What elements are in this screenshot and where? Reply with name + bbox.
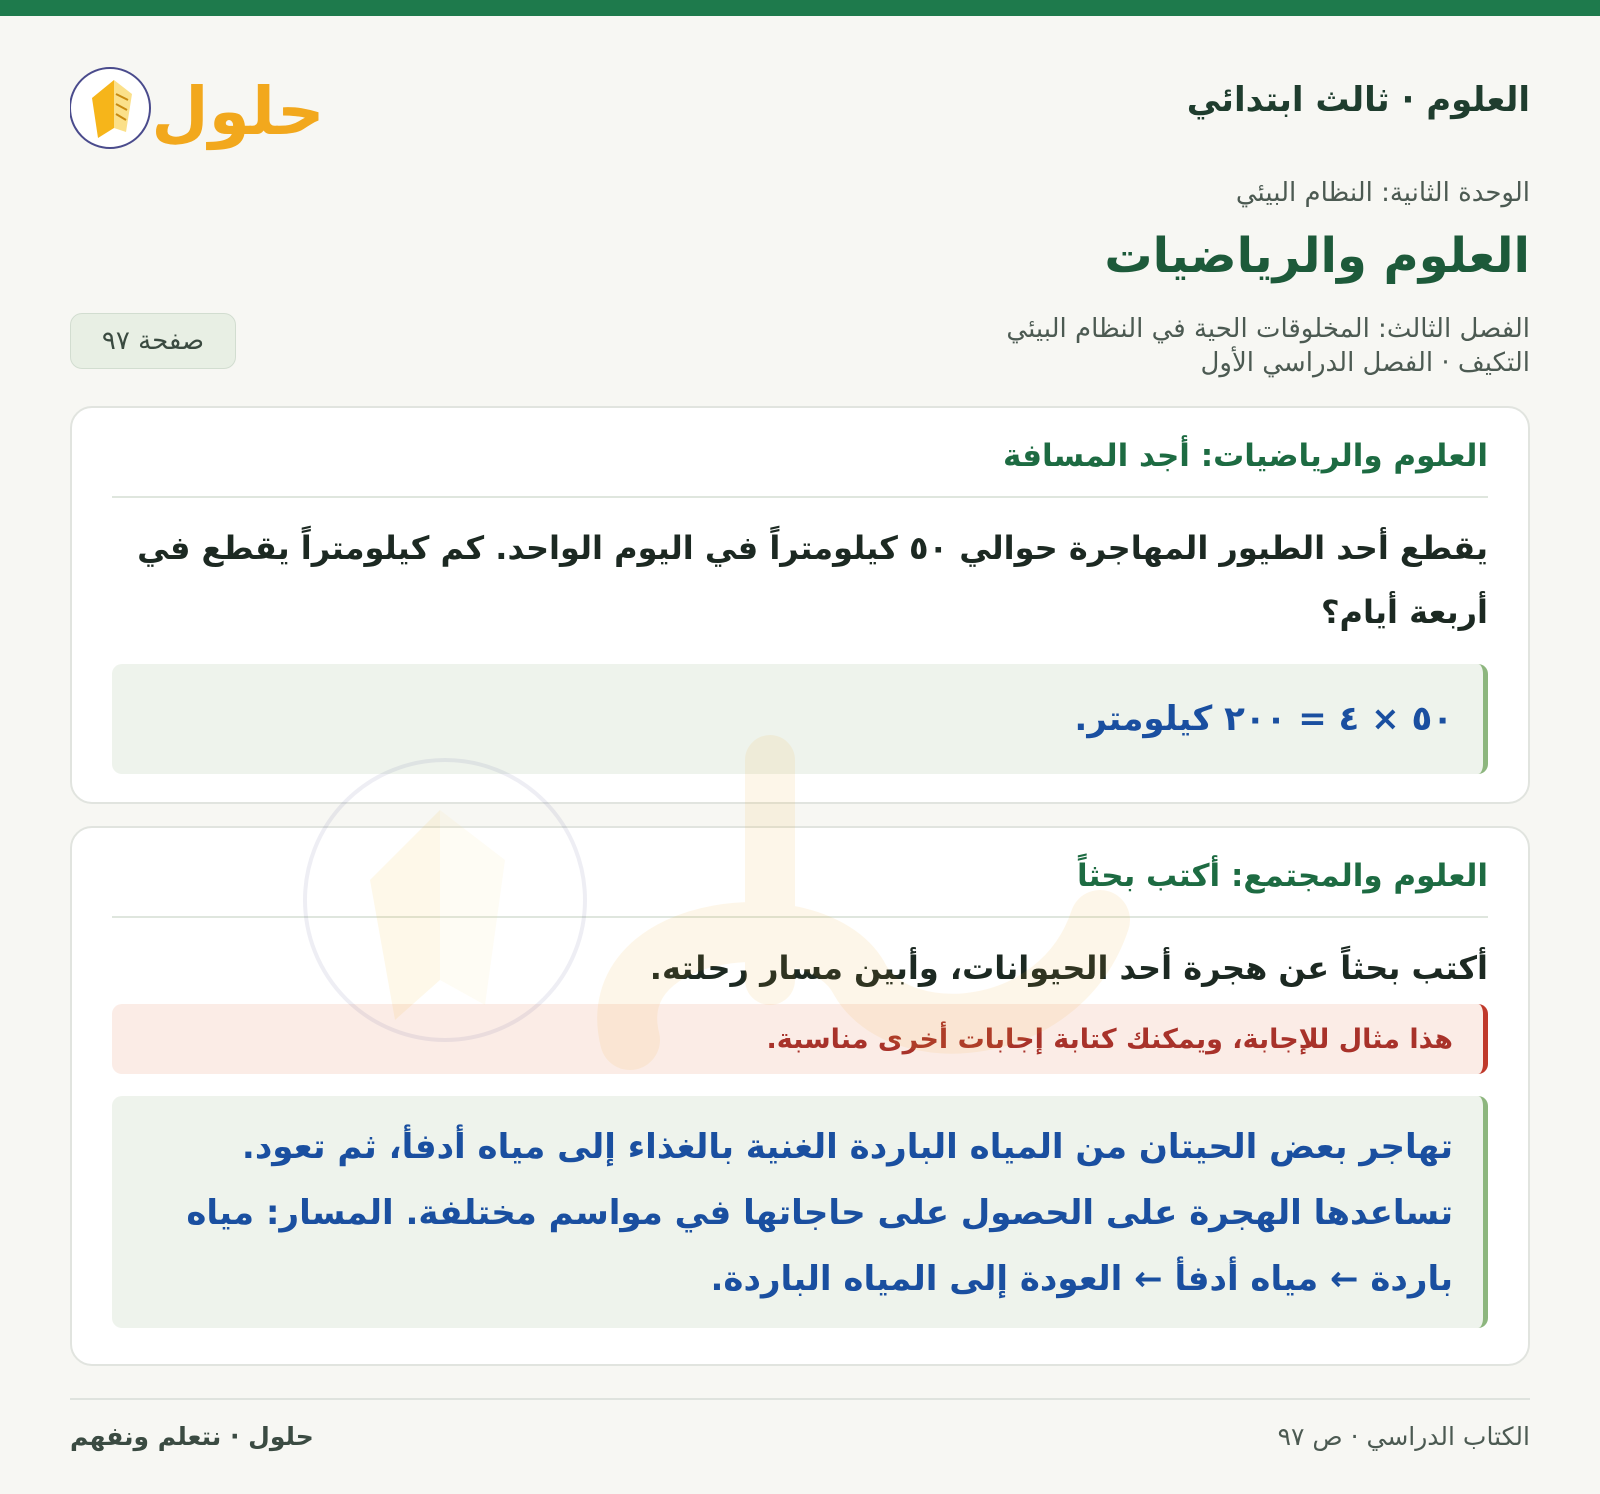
research-exercise-card bbox=[70, 826, 1530, 1366]
question-text: أكتب بحثاً عن هجرة أحد الحيوانات، وأبين مسار رحلته. bbox=[649, 949, 1488, 987]
answer-box: ٥٠ × ٤ = ٢٠٠ كيلومتر. bbox=[112, 664, 1488, 774]
footer-divider bbox=[70, 1398, 1530, 1400]
logo-text: حلول bbox=[151, 73, 325, 150]
distance-exercise-card bbox=[70, 406, 1530, 804]
page-number-badge: صفحة ٩٧ bbox=[70, 313, 236, 369]
card-title: العلوم والمجتمع: أكتب بحثاً bbox=[112, 828, 1488, 918]
page-header bbox=[70, 40, 1530, 170]
lesson-meta bbox=[730, 170, 1530, 380]
subject-grade-title: العلوم · ثالث ابتدائي bbox=[1186, 80, 1530, 120]
sample-answer-note: هذا مثال للإجابة، ويمكنك كتابة إجابات أخرى مناسبة. bbox=[112, 1004, 1488, 1074]
card-title: العلوم والرياضيات: أجد المسافة bbox=[112, 408, 1488, 498]
site-logo[interactable] bbox=[70, 50, 340, 160]
lesson-title: العلوم والرياضيات bbox=[1104, 228, 1530, 284]
footer-brand: حلول · نتعلم ونفهم bbox=[70, 1422, 314, 1451]
topic-semester-label: التكيف · الفصل الدراسي الأول bbox=[1200, 348, 1530, 378]
top-accent-bar bbox=[0, 0, 1600, 16]
footer-book-page: الكتاب الدراسي · ص ٩٧ bbox=[1277, 1422, 1530, 1451]
answer-box: تهاجر بعض الحيتان من المياه الباردة الغنية بالغذاء إلى مياه أدفأ، ثم تعود. تساعدها الهجرة على الحصول على حاجاتها في مواسم مختلفة. المسار: مياه باردة ← مياه أدفأ ← العودة إلى المياه الباردة. bbox=[112, 1096, 1488, 1328]
unit-label: الوحدة الثانية: النظام البيئي bbox=[1235, 178, 1530, 208]
chapter-label: الفصل الثالث: المخلوقات الحية في النظام البيئي bbox=[1006, 314, 1530, 344]
question-text: يقطع أحد الطيور المهاجرة حوالي ٥٠ كيلومتراً في اليوم الواحد. كم كيلومتراً يقطع في أربعة أيام؟ bbox=[137, 529, 1488, 631]
